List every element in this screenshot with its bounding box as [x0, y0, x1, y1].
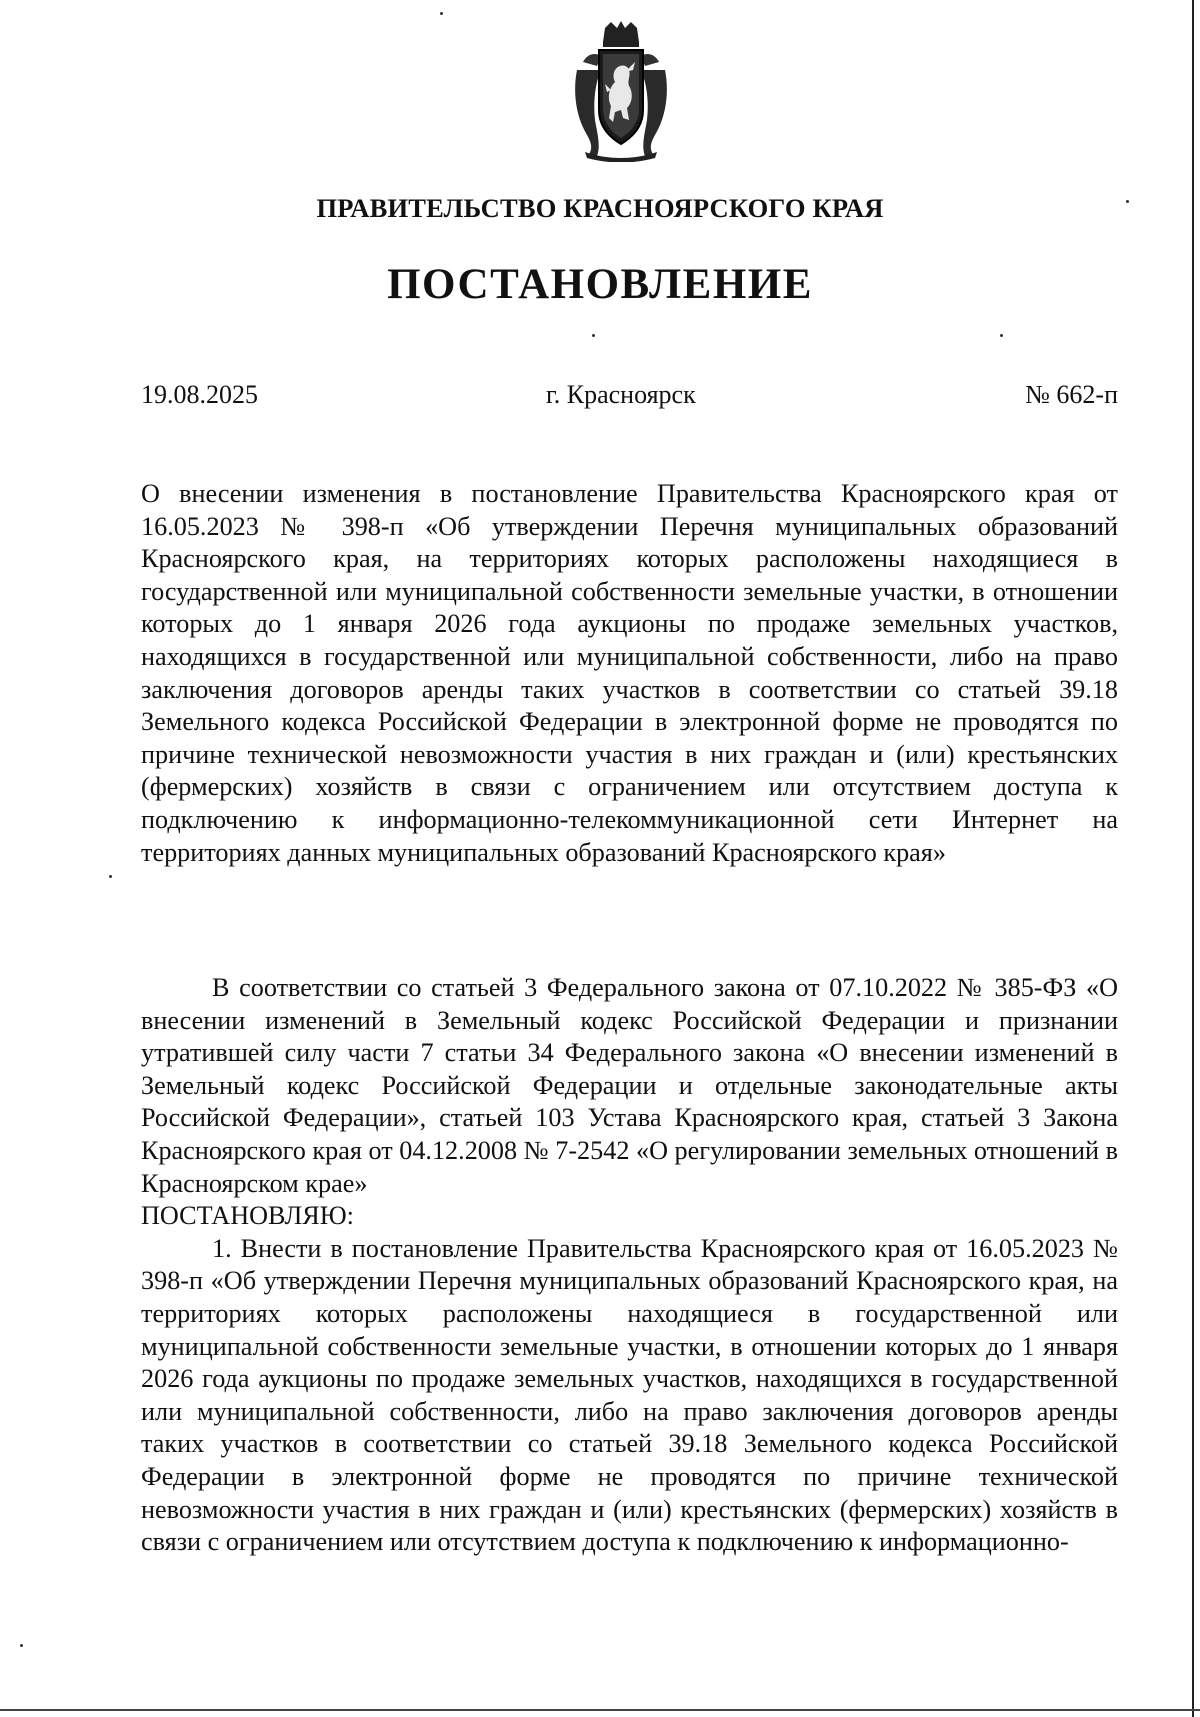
document-city: г. Красноярск [546, 380, 696, 409]
document-subject [141, 478, 1118, 869]
document-number: № 662-п [1025, 380, 1118, 409]
scan-speck [592, 334, 595, 337]
scan-speck [440, 12, 443, 15]
preamble-paragraph: В соответствии со статьей 3 Федерального закона от 07.10.2022 № 385-ФЗ «О внесении изменений в Земельный кодекс Российской Федерации и признании утратившей силу части 7 статьи 34 Федерального закона «О внесении изменений в Земельный кодекс Российской Федерации и отдельные законодательные акты Российской Федерации», статьей 103 Устава Красноярского края, статьей 3 Закона Красноярского края от 04.12.2008 № 7-2542 «О регулировании земельных отношений в Красноярском крае» [141, 973, 1118, 1198]
scan-speck [1000, 334, 1003, 337]
scan-edge-bottom [0, 1709, 1200, 1711]
scan-speck [20, 1644, 23, 1647]
document-meta-row [141, 380, 1118, 412]
coat-of-arms-icon [567, 20, 675, 162]
scan-edge-right [1192, 0, 1194, 1717]
document-date: 19.08.2025 [141, 380, 258, 409]
subject-text: О внесении изменения в постановление Правительства Красноярского края от 16.05.2023 № 398-п «Об утверждении Перечня муниципальных образований Красноярского края, на территориях которых расположены находящиеся в государственной или муниципальной собственности земельные участки, в отношении которых до 1 января 2026 года аукционы по продаже земельных участков, находящихся в государственной или муниципальной собственности, либо на право заключения договоров аренды таких участков в соответствии со статьей 39.18 Земельного кодекса Российской Федерации в электронной форме не проводятся по причине технической невозможности участия в них граждан и (или) крестьянских (фермерских) хозяйств в связи с ограничением или отсутствием доступа к подключению к информационно-телекоммуникационной сети Интернет на территориях данных муниципальных образований Красноярского края» [141, 479, 1118, 867]
government-title: ПРАВИТЕЛЬСТВО КРАСНОЯРСКОГО КРАЯ [316, 193, 884, 223]
scan-speck [109, 875, 112, 878]
decree-word: ПОСТАНОВЛЯЮ: [141, 1201, 354, 1231]
document-type-heading: ПОСТАНОВЛЕНИЕ [387, 261, 813, 308]
item-1-paragraph: 1. Внести в постановление Правительства Красноярского края от 16.05.2023 № 398-п «Об утверждении Перечня муниципальных образований Красноярского края, на территориях которых расположены находящиеся в государственной или муниципальной собственности земельные участки, в отношении которых до 1 января 2026 года аукционы по продаже земельных участков, находящихся в государственной или муниципальной собственности, либо на право заключения договоров аренды таких участков в соответствии со статьей 39.18 Земельного кодекса Российской Федерации в электронной форме не проводятся по причине технической невозможности участия в них граждан и (или) крестьянских (фермерских) хозяйств в связи с ограничением или отсутствием доступа к подключению к информационно- [141, 1233, 1118, 1557]
document-body [141, 972, 1118, 1559]
